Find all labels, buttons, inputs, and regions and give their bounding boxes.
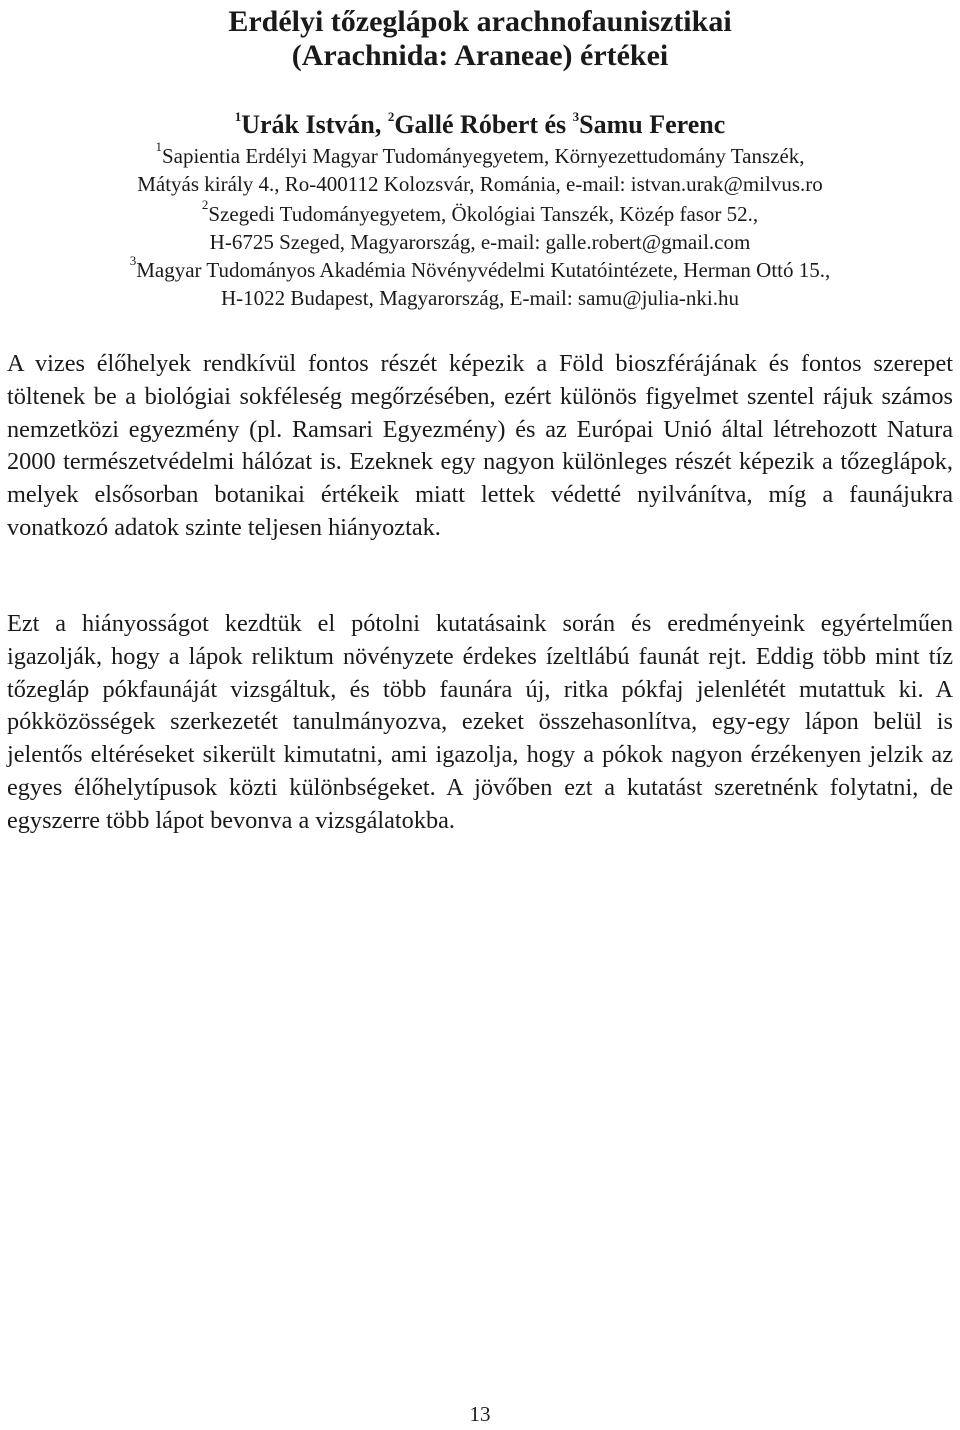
author-2-name: Gallé Róbert és [394,110,573,139]
author-1-superscript: 1 [234,109,242,124]
title-line-2: (Arachnida: Araneae) értékei [291,39,669,72]
affiliation-1-line-2: Mátyás király 4., Ro-400112 Kolozsvár, Románia, e-mail: istvan.urak@milvus.ro [137,172,823,196]
author-2-superscript: 2 [387,109,395,124]
affiliation-3-line-2: H-1022 Budapest, Magyarország, E-mail: samu@julia-nki.hu [221,286,739,310]
abstract-paragraph-1: A vizes élőhelyek rendkívül fontos részét képezik a Föld bioszférájának és fontos szerepet töltenek be a biológiai sokféleség megőrzésében, ezért különös figyelmet szentel rájuk számos nemzetközi egyezmény (pl. Ramsari Egyezmény) és az Európai Unió által létrehozott Natura 2000 természetvédelmi hálózat is. Ezeknek egy nagyon különleges részét képezik a tőzeglápok, melyek elsősorban botanikai értékeik miatt lettek védetté nyilvánítva, míg a faunájukra vonatkozó adatok szinte teljesen hiányoztak. [7,350,953,541]
abstract-paragraph-2: Ezt a hiányosságot kezdtük el pótolni kutatásaink során és eredményeink egyértelműen igazolják, hogy a lápok reliktum növényzete érdekes ízeltlábú faunát rejt. Eddig több mint tíz tőzegláp pókfaunáját vizsgáltuk, és több faunára új, ritka pókfaj jelenlétét mutattuk ki. A pókközösségek szerkezetét tanulmányozva, ezeket összehasonlítva, egy-egy lápon belül is jelentős eltéréseket sikerült kimutatni, ami igazolja, hogy a pókok nagyon érzékenyen jelzik az egyes élőhelytípusok közti különbségeket. A jövőben ezt a kutatást szeretnénk folytatni, de egyszerre több lápot bevonva a vizsgálatokba. [7,610,953,834]
affiliation-2-line-1 [0,197,960,228]
affiliation-1-line-1 [0,139,960,170]
affiliation-1-superscript: 1 [155,139,162,154]
affiliation-2-superscript: 2 [201,197,209,212]
affiliation-3-text-1: Magyar Tudományos Akadémia Növényvédelmi Kutatóintézete, Herman Ottó 15., [136,258,831,282]
affiliation-3-line-1 [0,253,960,284]
page-number: 13 [469,1402,491,1426]
affiliation-3-superscript: 3 [129,253,137,268]
author-1-name: Urák István, [241,110,388,139]
affiliation-2-text-1: Szegedi Tudományegyetem, Ökológiai Tanszék, Közép fasor 52., [208,202,759,226]
author-3-superscript: 3 [572,109,580,124]
author-list [0,108,960,142]
affiliation-1-text-1: Sapientia Erdélyi Magyar Tudományegyetem, Környezettudomány Tanszék, [161,144,805,168]
title-line-1: Erdélyi tőzeglápok arachnofaunisztikai [228,5,732,38]
author-3-name: Samu Ferenc [579,110,726,139]
affiliation-2-line-2: H-6725 Szeged, Magyarország, e-mail: galle.robert@gmail.com [209,230,751,254]
